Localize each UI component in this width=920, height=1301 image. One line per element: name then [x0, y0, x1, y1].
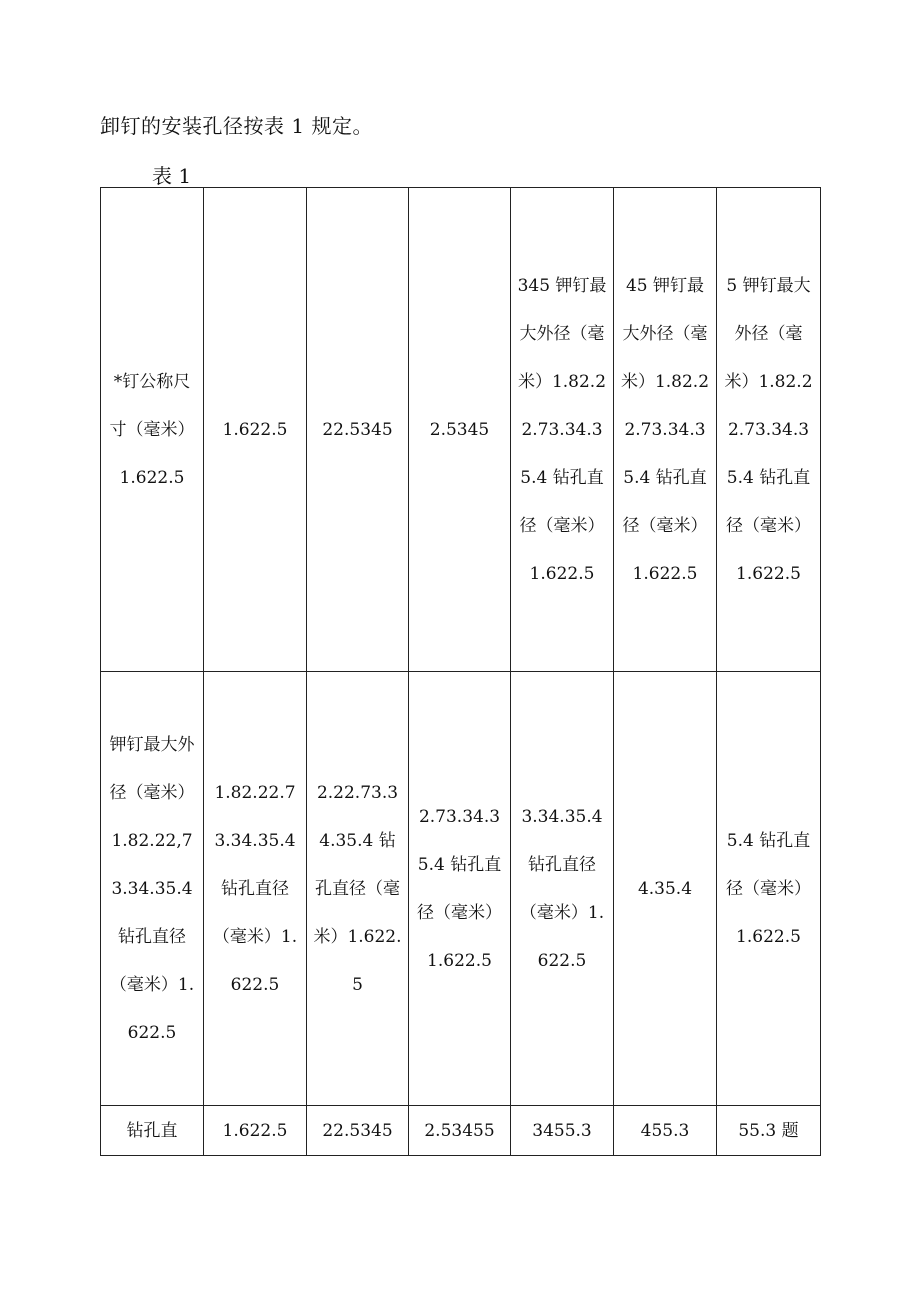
table-cell: 5 钾钉最大外径（毫米）1.82.22.73.34.35.4 钻孔直径（毫米）1.622.5 [717, 188, 821, 672]
table-cell: 345 钾钉最大外径（毫米）1.82.22.73.34.35.4 钻孔直径（毫米）1.622.5 [511, 188, 614, 672]
table-cell: 钻孔直 [101, 1106, 204, 1156]
table-cell: 22.5345 [307, 188, 409, 672]
table-row [101, 188, 821, 672]
table-cell: *钉公称尺寸（毫米）1.622.5 [101, 188, 204, 672]
table-row [101, 672, 821, 1106]
table-cell: 4.35.4 [614, 672, 717, 1106]
table-cell: 2.22.73.34.35.4 钻孔直径（毫米）1.622.5 [307, 672, 409, 1106]
table-cell: 1.622.5 [204, 188, 307, 672]
table-cell: 钾钉最大外径（毫米）1.82.22,73.34.35.4 钻孔直径（毫米）1.622.5 [101, 672, 204, 1106]
table-cell: 45 钾钉最大外径（毫米）1.82.22.73.34.35.4 钻孔直径（毫米）1.622.5 [614, 188, 717, 672]
table-cell: 5.4 钻孔直径（毫米）1.622.5 [717, 672, 821, 1106]
table-cell: 1.622.5 [204, 1106, 307, 1156]
table-cell: 2.53455 [409, 1106, 511, 1156]
table-cell: 2.73.34.35.4 钻孔直径（毫米）1.622.5 [409, 672, 511, 1106]
rivet-hole-table [100, 187, 821, 1156]
table-row [101, 1106, 821, 1156]
table-cell: 3455.3 [511, 1106, 614, 1156]
table-caption: 表 1 [152, 164, 192, 188]
table-cell: 3.34.35.4 钻孔直径（毫米）1.622.5 [511, 672, 614, 1106]
table-cell: 55.3 题 [717, 1106, 821, 1156]
intro-paragraph: 卸钉的安装孔径按表 1 规定。 [100, 114, 373, 138]
table-cell: 455.3 [614, 1106, 717, 1156]
table-cell: 1.82.22.73.34.35.4 钻孔直径（毫米）1.622.5 [204, 672, 307, 1106]
table-cell: 22.5345 [307, 1106, 409, 1156]
table-cell: 2.5345 [409, 188, 511, 672]
